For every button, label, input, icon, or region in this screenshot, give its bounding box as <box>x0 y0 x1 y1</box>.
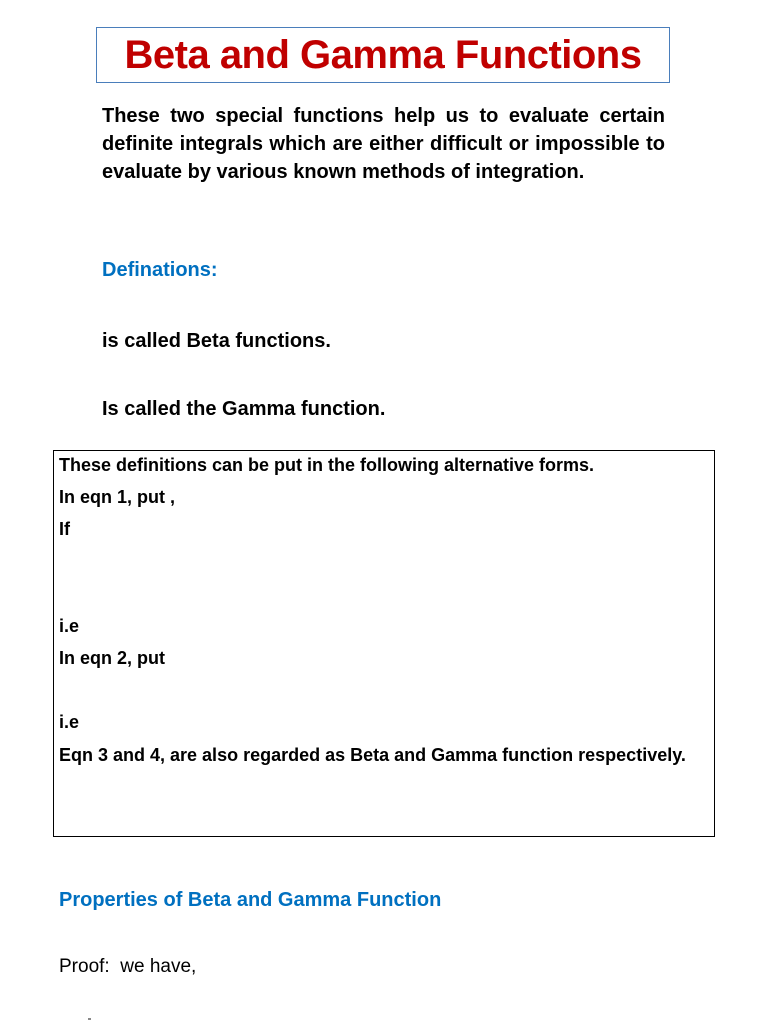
box-line-eqn1: In eqn 1, put , <box>59 487 175 507</box>
box-line-intro: These definitions can be put in the following alternative forms. <box>59 455 595 475</box>
title-box <box>96 27 670 83</box>
intro-paragraph: These two special functions help us to evaluate certain definite integrals which are either difficult or impossible to evaluate by various known methods of integration. <box>102 105 665 183</box>
page-mark <box>88 1018 91 1020</box>
box-line-conclusion: Eqn 3 and 4, are also regarded as Beta and Gamma function respectively. <box>59 745 686 765</box>
alternative-forms-box <box>53 450 715 837</box>
box-line-eqn2: In eqn 2, put <box>59 648 165 668</box>
properties-heading: Properties of Beta and Gamma Function <box>59 889 442 911</box>
proof-line: Proof: we have, <box>59 956 197 977</box>
gamma-definition-line: Is called the Gamma function. <box>102 398 386 420</box>
definitions-heading: Definations: <box>102 259 218 281</box>
page-title: Beta and Gamma Functions <box>124 32 642 77</box>
box-line-ie-2: i.e <box>59 712 80 732</box>
box-line-ie-1: i.e <box>59 616 80 636</box>
beta-definition-line: is called Beta functions. <box>102 330 331 352</box>
box-line-if: If <box>59 519 70 539</box>
